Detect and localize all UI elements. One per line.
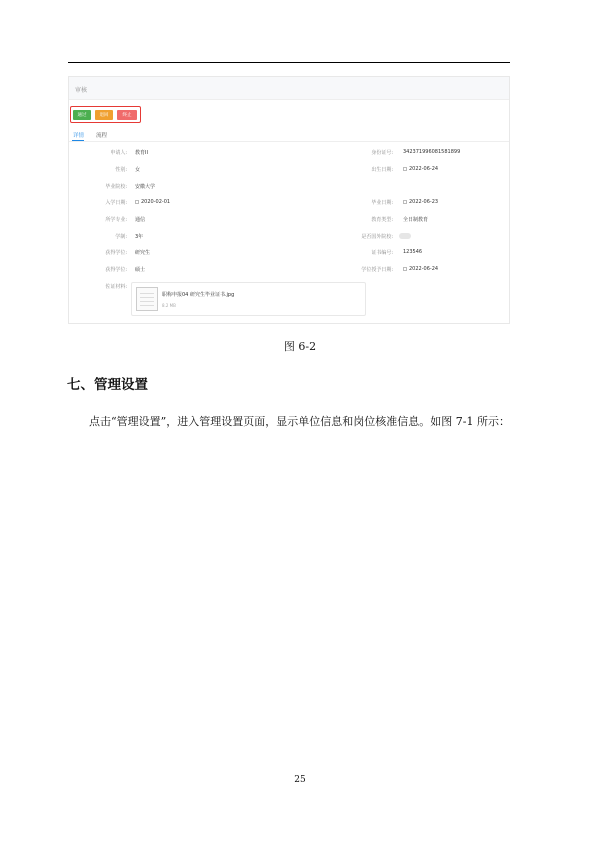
field-label: 身份证号: [371,150,393,156]
pass-button[interactable]: 通过 [73,110,91,120]
field-value: 3年 [135,234,144,240]
panel-title: 审核 [75,87,88,94]
field-value: 2022-06-23 [409,199,439,205]
attachment-name: 职称申报04 研究生毕业证书.jpg [162,292,235,298]
overseas-toggle[interactable] [399,233,411,239]
calendar-icon [403,200,407,204]
field-label: 毕业院校: [105,184,127,190]
field-label: 是否国外院校: [361,234,393,240]
section-heading: 七、管理设置 [67,377,148,393]
field-value: 研究生 [135,250,151,256]
field-label: 获得学位: [105,267,127,273]
document-thumbnail-icon [136,287,158,311]
field-value: 342371996081581899 [403,149,461,155]
page-header-rule [68,62,510,63]
tab-detail[interactable]: 详情 [73,133,85,139]
field-value: 教育II [135,150,148,156]
calendar-icon [403,167,407,171]
field-value: 2022-06-24 [409,166,439,172]
figure-caption: 图 6-2 [283,340,317,353]
field-value: 2022-06-24 [409,266,439,272]
field-value: 通信 [135,217,146,223]
field-label: 学制: [115,234,127,240]
return-button[interactable]: 退回 [95,110,113,120]
field-label: 佐证材料: [105,284,127,290]
field-label: 性别: [115,167,127,173]
field-label: 教育类型: [371,217,393,223]
panel-header [69,77,509,100]
screenshot-figure [68,76,510,324]
attachment-size: 8.2 MB [162,303,176,308]
field-value: 安徽大学 [135,184,156,190]
field-value: 123546 [403,249,423,255]
field-value: 全日制教育 [403,217,429,223]
calendar-icon [135,200,139,204]
attachment-card[interactable] [131,282,366,316]
field-label: 获得学位: [105,250,127,256]
field-label: 证书编号: [371,250,393,256]
tab-flow[interactable]: 流程 [96,133,108,139]
calendar-icon [403,267,407,271]
stop-button[interactable]: 终止 [117,110,137,120]
tab-divider [69,141,509,142]
field-value: 女 [135,167,141,173]
field-label: 毕业日期: [371,200,393,206]
field-label: 出生日期: [371,167,393,173]
field-value: 2020-02-01 [141,199,171,205]
field-label: 申请人: [110,150,127,156]
field-label: 学位授予日期: [361,267,393,273]
body-paragraph: 点击“管理设置”，进入管理设置页面，显示单位信息和岗位核准信息。如图 7-1 所示： [89,415,510,428]
field-label: 入学日期: [105,200,127,206]
field-value: 硕士 [135,267,146,273]
field-label: 所学专业: [105,217,127,223]
page-number: 25 [294,775,306,785]
